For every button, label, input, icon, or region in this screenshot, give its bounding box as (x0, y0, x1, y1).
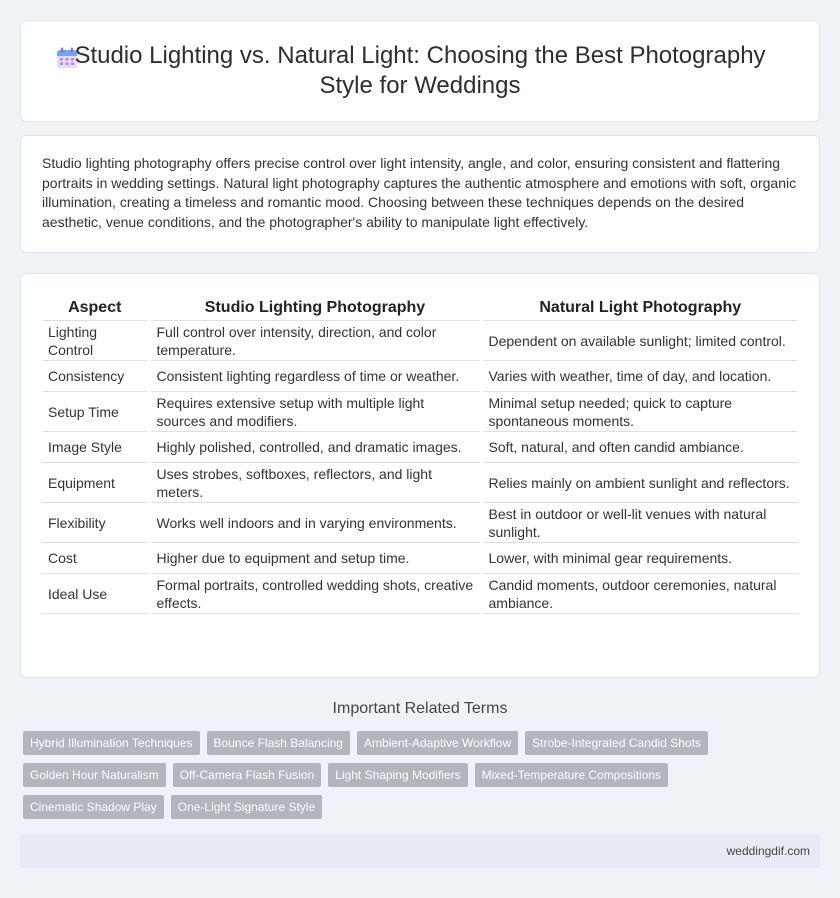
table-cell-natural: Dependent on available sunlight; limited control. (481, 321, 798, 361)
footer-bar (20, 834, 820, 868)
table-row (42, 463, 798, 503)
related-terms-heading: Important Related Terms (332, 700, 508, 717)
table-row (42, 392, 798, 432)
comparison-card (20, 273, 820, 678)
table-cell-natural: Varies with weather, time of day, and location. (481, 361, 798, 392)
table-cell-studio: Requires extensive setup with multiple light sources and modifiers. (149, 392, 481, 432)
table-cell-studio: Higher due to equipment and setup time. (149, 543, 481, 574)
table-row (42, 321, 798, 361)
table-cell-aspect: Flexibility (42, 503, 149, 543)
table-row (42, 432, 798, 463)
related-term-tag[interactable]: Bounce Flash Balancing (207, 731, 350, 755)
table-cell-studio: Consistent lighting regardless of time or weather. (149, 361, 481, 392)
table-cell-natural: Candid moments, outdoor ceremonies, natural ambiance. (481, 574, 798, 614)
table-cell-aspect: Image Style (42, 432, 149, 463)
related-term-tag[interactable]: One-Light Signature Style (171, 795, 322, 819)
table-cell-aspect: Cost (42, 543, 149, 574)
page-title: Studio Lighting vs. Natural Light: Choosing the Best Photography Style for Weddings (74, 42, 766, 99)
column-header-aspect: Aspect (42, 296, 149, 321)
table-row (42, 503, 798, 543)
related-term-tag[interactable]: Light Shaping Modifiers (328, 763, 467, 787)
intro-paragraph: Studio lighting photography offers precise control over light intensity, angle, and color, ensuring consistent and flattering portraits in wedding settings. Natural light photography captures the authentic atmosphere and emotions with soft, organic illumination, creating a timeless and romantic mood. Choosing between these techniques depends on the desired aesthetic, venue conditions, and the photographer's ability to manipulate light effectively. (42, 155, 797, 230)
footer-site-link[interactable]: weddingdif.com (726, 844, 810, 858)
related-term-tag[interactable]: Strobe-Integrated Candid Shots (525, 731, 708, 755)
table-cell-natural: Soft, natural, and often candid ambiance. (481, 432, 798, 463)
intro-card (20, 135, 820, 253)
related-term-tag[interactable]: Cinematic Shadow Play (23, 795, 164, 819)
table-cell-studio: Uses strobes, softboxes, reflectors, and light meters. (149, 463, 481, 503)
table-header-row (42, 296, 798, 321)
table-cell-natural: Minimal setup needed; quick to capture spontaneous moments. (481, 392, 798, 432)
table-cell-studio: Works well indoors and in varying environments. (149, 503, 481, 543)
column-header-natural: Natural Light Photography (481, 296, 798, 321)
table-cell-studio: Full control over intensity, direction, and color temperature. (149, 321, 481, 361)
table-cell-studio: Formal portraits, controlled wedding shots, creative effects. (149, 574, 481, 614)
table-cell-natural: Best in outdoor or well-lit venues with natural sunlight. (481, 503, 798, 543)
related-term-tag[interactable]: Hybrid Illumination Techniques (23, 731, 200, 755)
related-term-tag[interactable]: Off-Camera Flash Fusion (173, 763, 322, 787)
table-cell-studio: Highly polished, controlled, and dramatic images. (149, 432, 481, 463)
table-cell-aspect: Lighting Control (42, 321, 149, 361)
table-cell-aspect: Equipment (42, 463, 149, 503)
table-cell-aspect: Setup Time (42, 392, 149, 432)
header-card (20, 20, 820, 122)
table-row (42, 574, 798, 614)
related-term-tag[interactable]: Ambient-Adaptive Workflow (357, 731, 518, 755)
table-cell-natural: Relies mainly on ambient sunlight and reflectors. (481, 463, 798, 503)
column-header-studio: Studio Lighting Photography (149, 296, 481, 321)
comparison-table (42, 296, 798, 614)
table-row (42, 361, 798, 392)
related-term-tag[interactable]: Golden Hour Naturalism (23, 763, 166, 787)
related-term-tag[interactable]: Mixed-Temperature Compositions (475, 763, 668, 787)
header-title-wrap (21, 41, 819, 101)
related-terms-list (23, 731, 813, 819)
table-row (42, 543, 798, 574)
table-cell-natural: Lower, with minimal gear requirements. (481, 543, 798, 574)
table-cell-aspect: Consistency (42, 361, 149, 392)
table-cell-aspect: Ideal Use (42, 574, 149, 614)
